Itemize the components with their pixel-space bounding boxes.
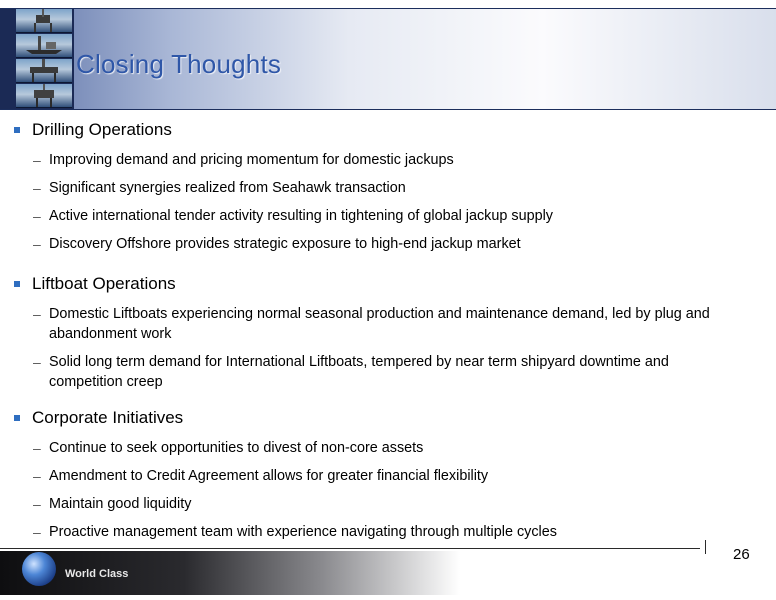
rig-photo-3 <box>16 59 72 83</box>
rig-photo-2 <box>16 34 72 58</box>
section-title: Drilling Operations <box>32 120 172 139</box>
list-item: Solid long term demand for International Liftboats, tempered by near term shipyard downtime and competition creep <box>49 354 669 390</box>
list-item: Domestic Liftboats experiencing normal seasonal production and maintenance demand, led by plug and abandonment work <box>49 306 710 342</box>
list-item: Continue to seek opportunities to divest of non-core assets <box>49 440 424 456</box>
dash-icon: – <box>33 440 41 456</box>
dash-icon: – <box>33 152 41 168</box>
section-title: Corporate Initiatives <box>32 408 184 427</box>
slide-header <box>0 8 776 110</box>
rig-photo-1 <box>16 9 72 33</box>
page-title: Closing Thoughts <box>76 49 282 79</box>
dash-icon: – <box>33 180 41 196</box>
brand-tagline: World Class <box>65 568 129 580</box>
header-photo-strip <box>16 9 72 109</box>
dash-icon: – <box>33 524 41 540</box>
dash-icon: – <box>33 468 41 484</box>
list-item: Amendment to Credit Agreement allows for greater financial flexibility <box>49 468 489 484</box>
list-item: Discovery Offshore provides strategic exposure to high-end jackup market <box>49 236 521 252</box>
footer-divider <box>0 548 700 549</box>
dash-icon: – <box>33 306 41 322</box>
dash-icon: – <box>33 354 41 370</box>
list-item: Significant synergies realized from Seahawk transaction <box>49 180 406 196</box>
dash-icon: – <box>33 208 41 224</box>
bullet-square-icon <box>14 415 20 421</box>
footer-tick-mark <box>705 540 706 554</box>
section-title: Liftboat Operations <box>32 274 176 293</box>
list-item: Improving demand and pricing momentum for domestic jackups <box>49 152 454 168</box>
list-item: Maintain good liquidity <box>49 496 192 512</box>
dash-icon: – <box>33 236 41 252</box>
bullet-square-icon <box>14 281 20 287</box>
dash-icon: – <box>33 496 41 512</box>
rig-photo-4 <box>16 84 72 108</box>
globe-icon <box>22 552 56 586</box>
list-item: Active international tender activity resulting in tightening of global jackup supply <box>49 208 553 224</box>
bullet-square-icon <box>14 127 20 133</box>
page-number: 26 <box>733 546 750 563</box>
list-item: Proactive management team with experience navigating through multiple cycles <box>49 524 557 540</box>
